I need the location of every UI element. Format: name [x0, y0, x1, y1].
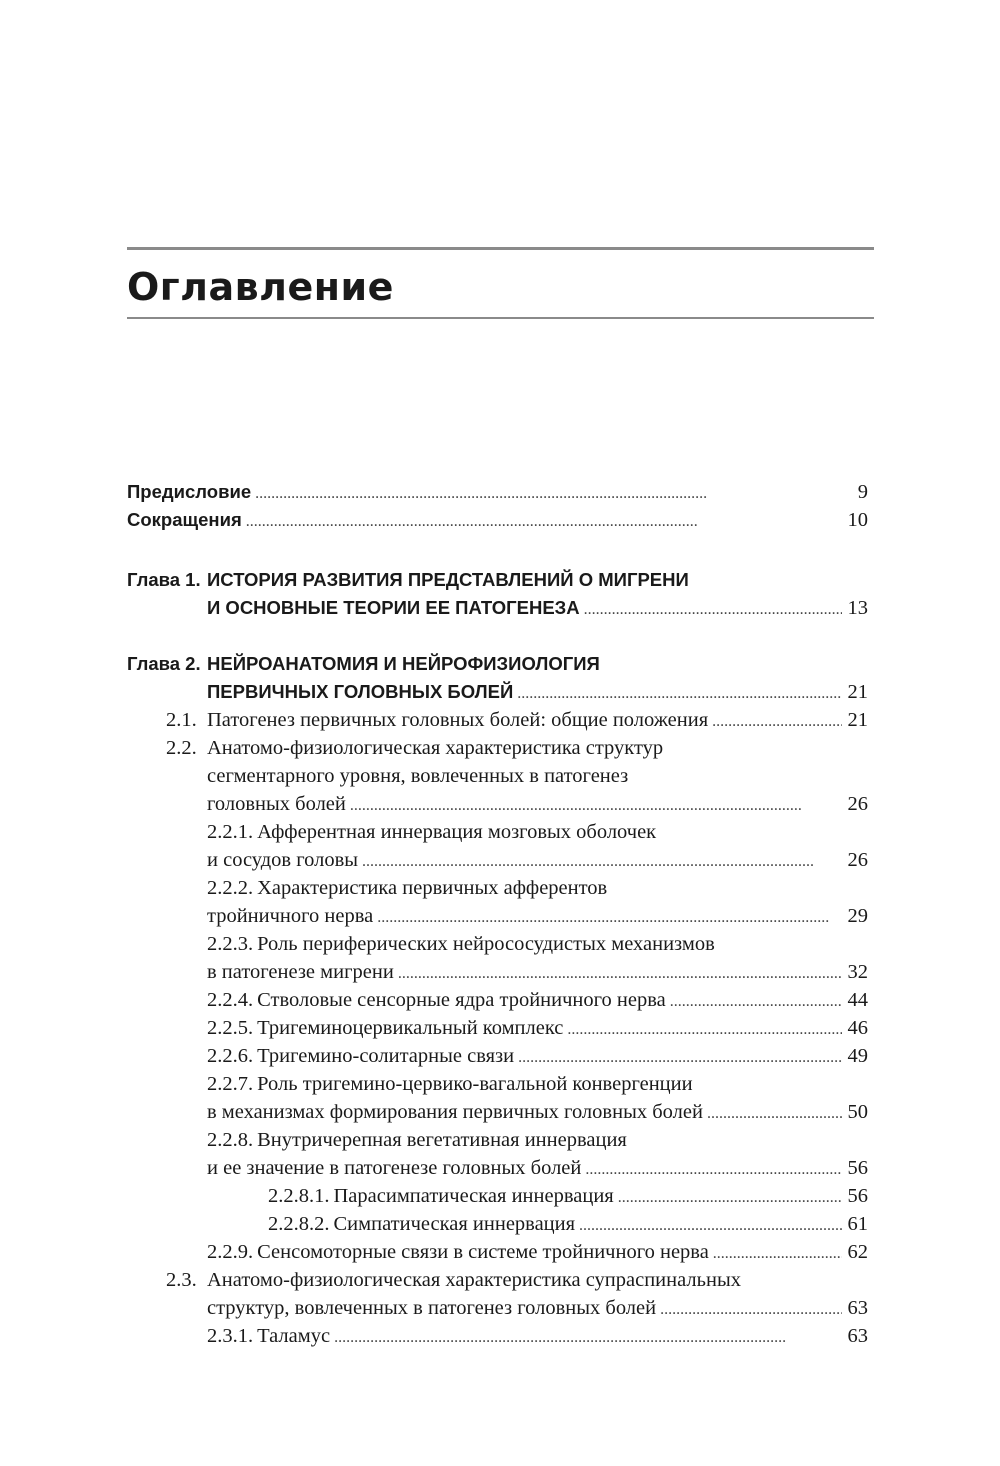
toc-entry-2-2-5[interactable]: [207, 1014, 868, 1042]
toc-entry-title: Сенсомоторные связи в системе тройничного нерва: [257, 1241, 709, 1263]
section-number: 2.2.6.: [207, 1045, 254, 1067]
leader-dots: [518, 1044, 842, 1072]
toc-entry-2-2-7[interactable]: [207, 1070, 868, 1126]
toc-entry-2-2-8-2[interactable]: [268, 1210, 868, 1238]
toc-entry-title: Таламус: [257, 1325, 331, 1347]
toc-page-number: 63: [847, 1297, 868, 1319]
toc-entry-title: Сокращения: [127, 509, 242, 530]
toc-page-number: 62: [847, 1241, 868, 1263]
toc-entry-chapter-2[interactable]: [207, 650, 868, 706]
toc-entry-2-3[interactable]: [166, 1266, 868, 1322]
leader-dots: [579, 1212, 842, 1240]
toc-entry-chapter-1[interactable]: [207, 566, 868, 622]
toc-entry-title: Внутричерепная вегетативная иннервация: [257, 1129, 627, 1151]
leader-dots: [255, 480, 842, 508]
toc-entry-title: тройничного нерва: [207, 905, 374, 927]
section-number: 2.3.: [166, 1269, 197, 1291]
toc-entry-title: и ее значение в патогенезе головных болей: [207, 1157, 582, 1179]
toc-entry-title: сегментарного уровня, вовлеченных в патогенез: [207, 765, 629, 787]
section-number: 2.2.4.: [207, 989, 254, 1011]
section-number: 2.3.1.: [207, 1325, 254, 1347]
toc-entry-2-2-4[interactable]: [207, 986, 868, 1014]
title-underline: [127, 317, 874, 319]
toc-page-number: 56: [847, 1185, 868, 1207]
toc-page-number: 61: [847, 1213, 868, 1235]
toc-entry-title: в патогенезе мигрени: [207, 961, 394, 983]
page-title: Оглавление: [127, 265, 394, 309]
section-number: 2.2.8.: [207, 1129, 254, 1151]
toc-entry-title: Парасимпатическая иннервация: [333, 1185, 614, 1207]
toc-page-number: 9: [857, 481, 868, 503]
toc-entry-2-2-8[interactable]: [207, 1126, 868, 1182]
toc-page-number: 44: [847, 989, 868, 1011]
toc-entry-title: Анатомо-физиологическая характеристика супраспинальных: [207, 1269, 741, 1291]
toc-entry-title: Симпатическая иннервация: [333, 1213, 576, 1235]
toc-entry-preface[interactable]: [127, 478, 868, 506]
leader-dots: [660, 1296, 842, 1324]
toc-page-number: 13: [847, 597, 868, 619]
leader-dots: [246, 508, 842, 536]
toc-entry-title: и сосудов головы: [207, 849, 359, 871]
toc-page-number: 29: [847, 905, 868, 927]
top-rule: [127, 247, 874, 250]
section-number: 2.2.7.: [207, 1073, 254, 1095]
toc-page-number: 56: [847, 1157, 868, 1179]
toc-entry-title: ПЕРВИЧНЫХ ГОЛОВНЫХ БОЛЕЙ: [207, 681, 514, 702]
toc-entry-title: Роль тригемино-цервико-вагальной конвергенции: [257, 1073, 693, 1095]
toc-entry-title: Тригемино-солитарные связи: [257, 1045, 515, 1067]
section-number: 2.2.: [166, 737, 197, 759]
toc-page-number: 50: [847, 1101, 868, 1123]
toc-entry-title: Тригеминоцервикальный комплекс: [257, 1017, 564, 1039]
toc-entry-2-1[interactable]: [166, 706, 868, 734]
leader-dots: [713, 1240, 842, 1268]
leader-dots: [398, 960, 842, 988]
toc-entry-2-2-9[interactable]: [207, 1238, 868, 1266]
toc-entry-2-3-1[interactable]: [207, 1322, 868, 1350]
chapter-label: Глава 1.: [127, 569, 201, 590]
leader-dots: [707, 1100, 842, 1128]
toc-entry-2-2-3[interactable]: [207, 930, 868, 986]
toc-page-number: 46: [847, 1017, 868, 1039]
leader-dots: [567, 1016, 842, 1044]
toc-entry-abbreviations[interactable]: [127, 506, 868, 534]
toc-page-number: 21: [847, 681, 868, 703]
toc-entry-title: И ОСНОВНЫЕ ТЕОРИИ ЕЕ ПАТОГЕНЕЗА: [207, 597, 580, 618]
toc-page-number: 26: [847, 793, 868, 815]
section-number: 2.2.8.1.: [268, 1185, 330, 1207]
leader-dots: [350, 792, 842, 820]
toc-entry-2-2-1[interactable]: [207, 818, 868, 874]
toc-entry-title: Роль периферических нейрососудистых механизмов: [257, 933, 715, 955]
toc-page-number: 32: [847, 961, 868, 983]
toc-entry-title: Патогенез первичных головных болей: общие положения: [207, 709, 709, 731]
toc-page-number: 26: [847, 849, 868, 871]
leader-dots: [618, 1184, 842, 1212]
section-number: 2.1.: [166, 709, 197, 731]
toc-page-number: 49: [847, 1045, 868, 1067]
leader-dots: [670, 988, 842, 1016]
section-number: 2.2.8.2.: [268, 1213, 330, 1235]
leader-dots: [362, 848, 842, 876]
toc-entry-title: структур, вовлеченных в патогенез головных болей: [207, 1297, 657, 1319]
leader-dots: [334, 1324, 842, 1352]
toc-entry-title: Стволовые сенсорные ядра тройничного нерва: [257, 989, 666, 1011]
toc-entry-2-2-6[interactable]: [207, 1042, 868, 1070]
toc-entry-2-2-2[interactable]: [207, 874, 868, 930]
leader-dots: [584, 596, 842, 624]
leader-dots: [377, 904, 842, 932]
section-number: 2.2.9.: [207, 1241, 254, 1263]
leader-dots: [585, 1156, 842, 1184]
toc-entry-2-2[interactable]: [166, 734, 868, 818]
toc-entry-title: Афферентная иннервация мозговых оболочек: [257, 821, 657, 843]
section-number: 2.2.5.: [207, 1017, 254, 1039]
toc-page-number: 63: [847, 1325, 868, 1347]
toc-entry-title: Предисловие: [127, 481, 252, 502]
toc-entry-title: НЕЙРОАНАТОМИЯ И НЕЙРОФИЗИОЛОГИЯ: [207, 653, 600, 674]
toc-entry-2-2-8-1[interactable]: [268, 1182, 868, 1210]
chapter-label: Глава 2.: [127, 653, 201, 674]
section-number: 2.2.1.: [207, 821, 254, 843]
toc-entry-title: Характеристика первичных афферентов: [257, 877, 608, 899]
leader-dots: [517, 680, 842, 708]
section-number: 2.2.3.: [207, 933, 254, 955]
toc-entry-title: головных болей: [207, 793, 346, 815]
section-number: 2.2.2.: [207, 877, 254, 899]
toc-entry-title: ИСТОРИЯ РАЗВИТИЯ ПРЕДСТАВЛЕНИЙ О МИГРЕНИ: [207, 569, 689, 590]
toc-entry-title: в механизмах формирования первичных головных болей: [207, 1101, 703, 1123]
toc-page-number: 21: [847, 709, 868, 731]
toc-entry-title: Анатомо-физиологическая характеристика структур: [207, 737, 664, 759]
leader-dots: [712, 708, 842, 736]
toc-page-number: 10: [847, 509, 868, 531]
